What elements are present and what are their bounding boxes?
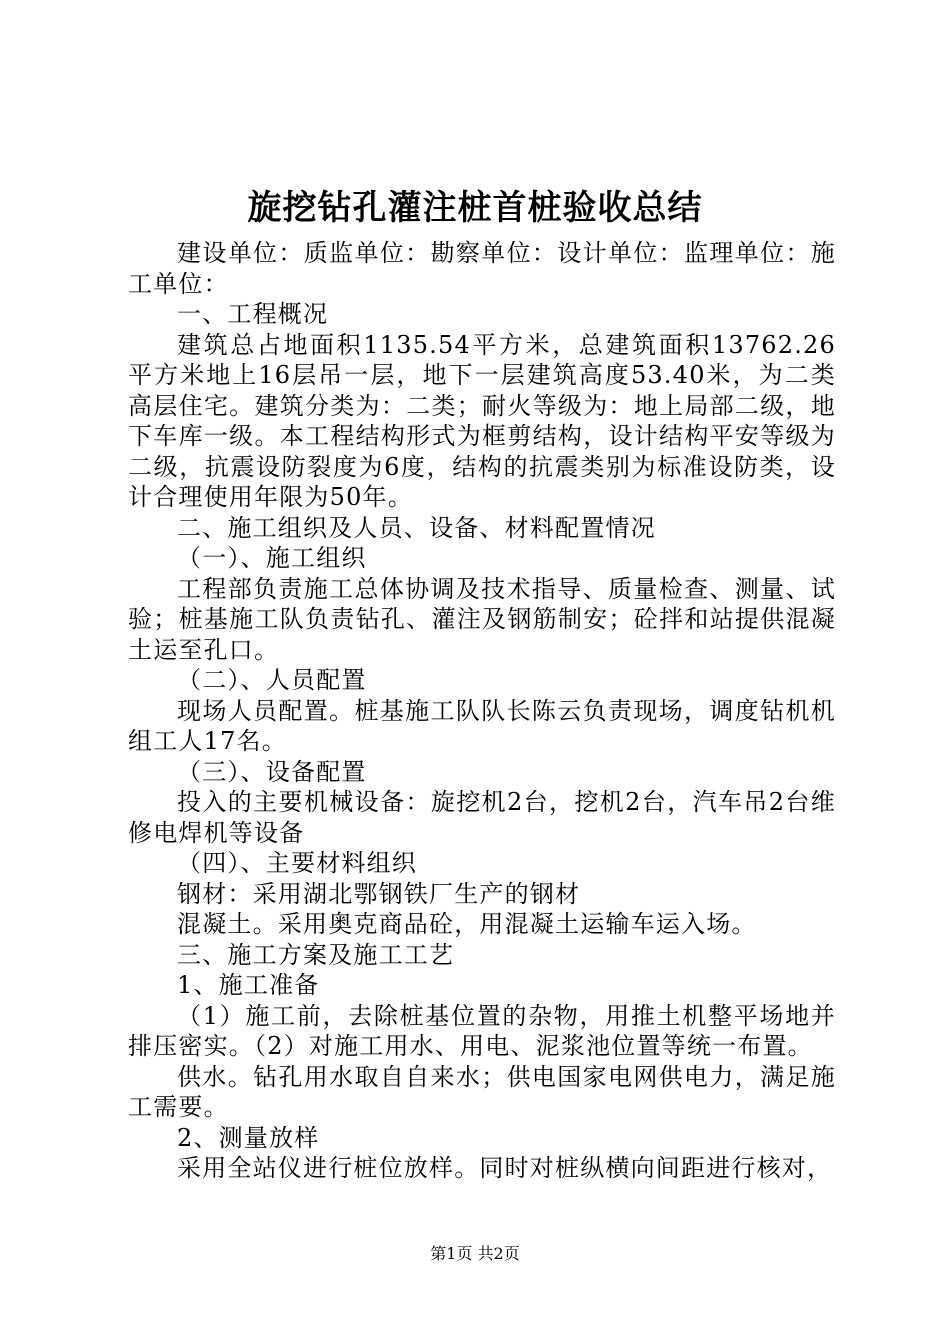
paragraph-equipment: 投入的主要机械设备：旋挖机2台，挖机2台，汽车吊2台维修电焊机等设备	[128, 788, 836, 847]
subheading-materials: （四）、主要材料组织	[177, 849, 417, 877]
paragraph-steel: 钢材：采用湖北鄂钢铁厂生产的钢材	[177, 879, 581, 908]
paragraph-preparation: （1）施工前，去除桩基位置的杂物，用推土机整平场地并排压密实。（2）对施工用水、用电、泥浆池位置等统一布置。	[128, 1001, 836, 1060]
heading-project-overview: 一、工程概况	[177, 300, 329, 328]
paragraph-water-power: 供水。钻孔用水取自自来水；供电国家电网供电力，满足施工需要。	[128, 1062, 836, 1121]
paragraph-personnel: 现场人员配置。桩基施工队队长陈云负责现场，调度钻机机组工人17名。	[128, 696, 836, 755]
heading-construction-plan: 三、施工方案及施工工艺	[177, 940, 455, 969]
subheading-preparation: 1、施工准备	[177, 971, 320, 999]
heading-organization: 二、施工组织及人员、设备、材料配置情况	[177, 513, 656, 542]
paragraph-units: 建设单位：质监单位：勘察单位：设计单位：监理单位：施工单位：	[128, 239, 836, 298]
subheading-personnel: （二）、人员配置	[177, 666, 367, 694]
paragraph-overview: 建筑总占地面积1135.54平方米，总建筑面积13762.26平方米地上16层吊一层，地下一层建筑高度53.40米，为二类高层住宅。建筑分类为：二类；耐火等级为：地上局部二级，地下车库一级。本工程结构形式为框剪结构，设计结构平安等级为二级，抗震设防裂度为6度，结构的抗震类别为标准设防类，设计合理使用年限为50年。	[128, 330, 836, 511]
document-title: 旋挖钻孔灌注桩首桩验收总结	[247, 188, 703, 228]
subheading-survey: 2、测量放样	[177, 1123, 320, 1152]
subheading-construction-org: （一）、施工组织	[177, 544, 367, 572]
paragraph-construction-org: 工程部负责施工总体协调及技术指导、质量检查、测量、试验；桩基施工队负责钻孔、灌注及钢筋制安；砼拌和站提供混凝土运至孔口。	[128, 574, 836, 664]
document-body	[128, 238, 836, 1184]
subheading-equipment: （三）、设备配置	[177, 757, 367, 786]
paragraph-concrete: 混凝土。采用奥克商品砼，用混凝土运输车运入场。	[177, 910, 757, 938]
page-footer: 第1页 共2页	[430, 1244, 520, 1263]
paragraph-survey: 采用全站仪进行桩位放样。同时对桩纵横向间距进行核对，	[177, 1154, 833, 1182]
